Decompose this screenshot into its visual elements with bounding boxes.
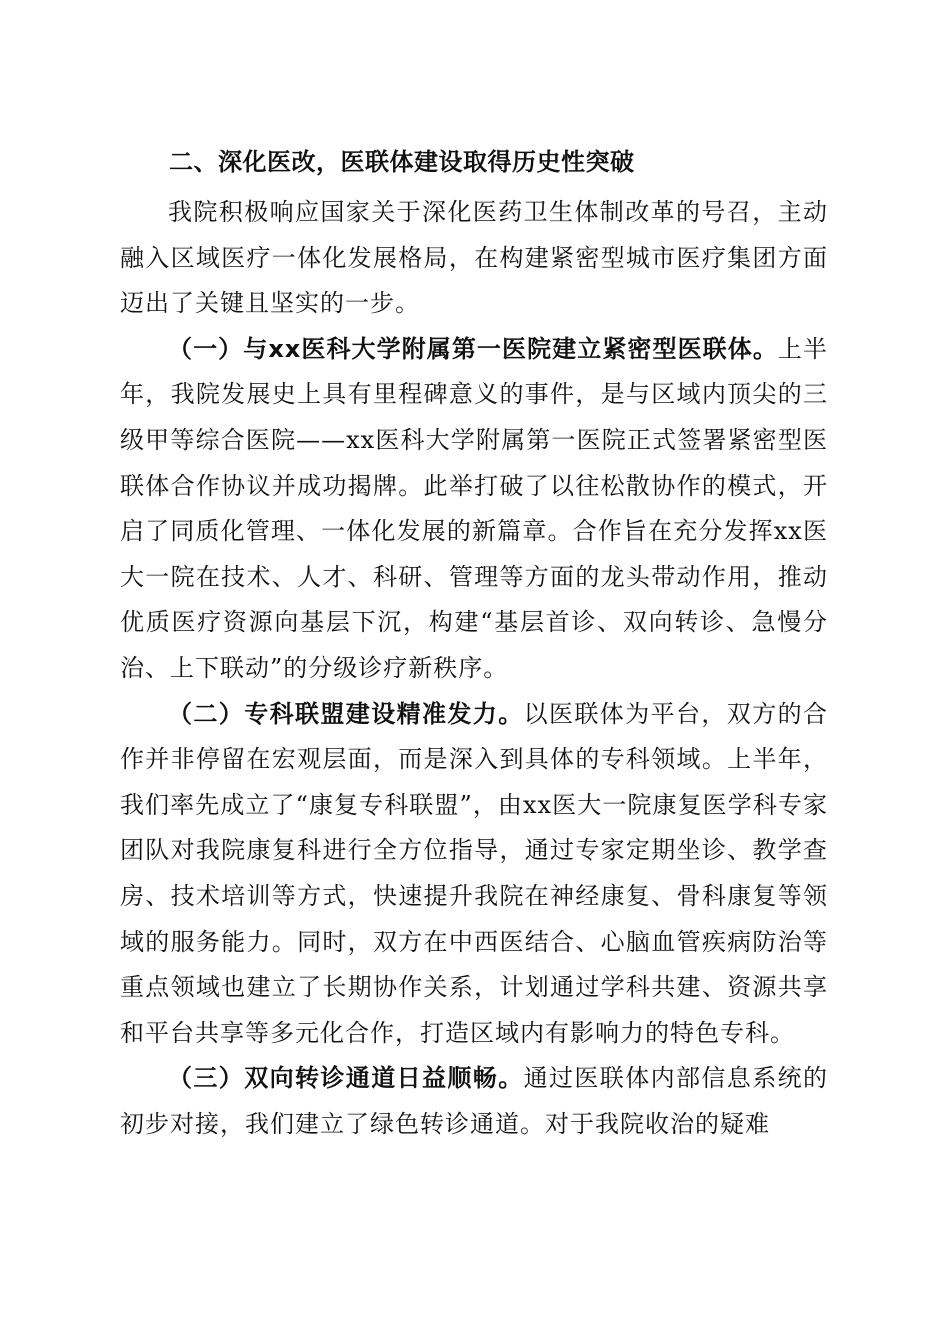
document-body [120, 138, 828, 1147]
subsection-paragraph-1 [120, 327, 828, 692]
subsection-text-3: 通过医联体内部信息系统的初步对接，我们建立了绿色转诊通道。对于我院收治的疑难 [120, 1064, 829, 1138]
section-heading: 二、深化医改，医联体建设取得历史性突破 [169, 148, 635, 176]
subsection-text-2: 以医联体为平台，双方的合作并非停留在宏观层面，而是深入到具体的专科领域。上半年，我们率先成立了“康复专科联盟”，由xx医大一院康复医学科专家团队对我院康复科进行全方位指导，通过专家定期坐诊、教学查房、技术培训等方式，快速提升我院在神经康复、骨科康复等领域的服务能力。同时，双方在中西医结合、心脑血管疾病防治等重点领域也建立了长期协作关系，计划通过学科共建、资源共享和平台共享等多元化合作，打造区域内有影响力的特色专科。 [120, 699, 829, 1047]
subsection-paragraph-2 [120, 692, 828, 1057]
subsection-lead-1: （一）与xx医科大学附属第一医院建立紧密型医联体。 [168, 334, 778, 363]
subsection-paragraph-3 [120, 1056, 828, 1147]
subsection-lead-3: （三）双向转诊通道日益顺畅。 [168, 1064, 524, 1093]
subsection-lead-2: （二）专科联盟建设精准发力。 [168, 699, 524, 728]
intro-paragraph: 我院积极响应国家关于深化医药卫生体制改革的号召，主动融入区域医疗一体化发展格局，在构建紧密型城市医疗集团方面迈出了关键且坚实的一步。 [120, 198, 828, 318]
subsection-text-1: 上半年，我院发展史上具有里程碑意义的事件，是与区域内顶尖的三级甲等综合医院——xx医科大学附属第一医院正式签署紧密型医联体合作协议并成功揭牌。此举打破了以往松散协作的模式，开启了同质化管理、一体化发展的新篇章。合作旨在充分发挥xx医大一院在技术、人才、科研、管理等方面的龙头带动作用，推动优质医疗资源向基层下沉，构建“基层首诊、双向转诊、急慢分治、上下联动”的分级诊疗新秩序。 [120, 334, 829, 682]
